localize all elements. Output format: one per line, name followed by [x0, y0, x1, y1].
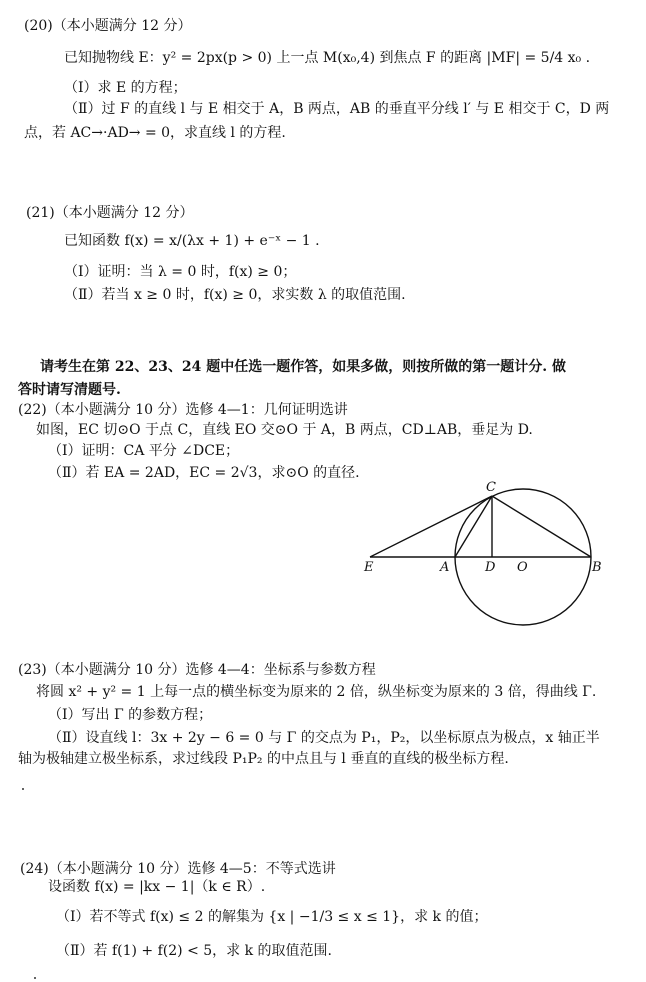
q23-part1: （Ⅰ）写出 Γ 的参数方程；: [48, 707, 213, 723]
q23-part2-line1: （Ⅱ）设直线 l：3x + 2y − 6 = 0 与 Γ 的交点为 P₁，P₂，以坐标原点为极点，x 轴正半: [48, 730, 600, 746]
label-e: E: [364, 560, 374, 575]
instruction-line1: 请考生在第 22、23、24 题中任选一题作答，如果多做，则按所做的第一题计分. 做: [40, 359, 566, 375]
q23-stem: 将圆 x² + y² = 1 上每一点的横坐标变为原来的 2 倍，纵坐标变为原来的 3 倍，得曲线 Γ.: [36, 684, 597, 700]
q22-part2: （Ⅱ）若 EA = 2AD，EC = 2√3，求⊙O 的直径.: [48, 465, 360, 481]
geometry-figure: [360, 478, 610, 628]
q24-title: (24)（本小题满分 10 分）选修 4—5：不等式选讲: [20, 861, 336, 877]
q23-title: (23)（本小题满分 10 分）选修 4—4：坐标系与参数方程: [18, 662, 376, 678]
segment-cb: [492, 496, 591, 557]
q22-title: (22)（本小题满分 10 分）选修 4—1：几何证明选讲: [18, 402, 348, 418]
q20-part1: （Ⅰ）求 E 的方程；: [64, 80, 187, 96]
label-b: B: [592, 560, 602, 575]
label-o: O: [517, 560, 528, 575]
q24-stem: 设函数 f(x) = |kx − 1|（k ∈ R）.: [48, 879, 266, 895]
q22-part1: （Ⅰ）证明：CA 平分 ∠DCE；: [48, 443, 240, 459]
q21-stem: 已知函数 f(x) = x/(λx + 1) + e⁻ˣ − 1 .: [64, 233, 320, 249]
q24-part2: （Ⅱ）若 f(1) + f(2) < 5，求 k 的取值范围.: [56, 943, 332, 959]
q20-part2-line1: （Ⅱ）过 F 的直线 l 与 E 相交于 A，B 两点，AB 的垂直平分线 l′ 与 E 相交于 C，D 两: [64, 101, 610, 117]
q21-title: (21)（本小题满分 12 分）: [26, 205, 194, 221]
label-c: C: [486, 480, 496, 495]
scan-speck: [22, 788, 24, 790]
q20-part2-line2: 点，若 AC→·AD→ = 0，求直线 l 的方程.: [24, 125, 286, 141]
label-a: A: [440, 560, 450, 575]
q20-title: (20)（本小题满分 12 分）: [24, 18, 192, 34]
q21-part1: （Ⅰ）证明：当 λ = 0 时，f(x) ≥ 0；: [64, 264, 297, 280]
scan-speck-bottom: [34, 977, 36, 979]
q20-stem: 已知抛物线 E：y² = 2px(p > 0) 上一点 M(x₀,4) 到焦点 F 的距离 |MF| = 5/4 x₀ .: [64, 50, 591, 66]
instruction-line2: 答时请写清题号.: [18, 382, 121, 398]
q23-part2-line2: 轴为极轴建立极坐标系，求过线段 P₁P₂ 的中点且与 l 垂直的直线的极坐标方程.: [18, 751, 509, 767]
q24-part1: （Ⅰ）若不等式 f(x) ≤ 2 的解集为 {x | −1/3 ≤ x ≤ 1}，求 k 的值；: [56, 909, 488, 925]
q22-stem: 如图，EC 切⊙O 于点 C，直线 EO 交⊙O 于 A，B 两点，CD⊥AB，垂足为 D.: [36, 422, 533, 438]
label-d: D: [485, 560, 496, 575]
q21-part2: （Ⅱ）若当 x ≥ 0 时，f(x) ≥ 0，求实数 λ 的取值范围.: [64, 287, 406, 303]
